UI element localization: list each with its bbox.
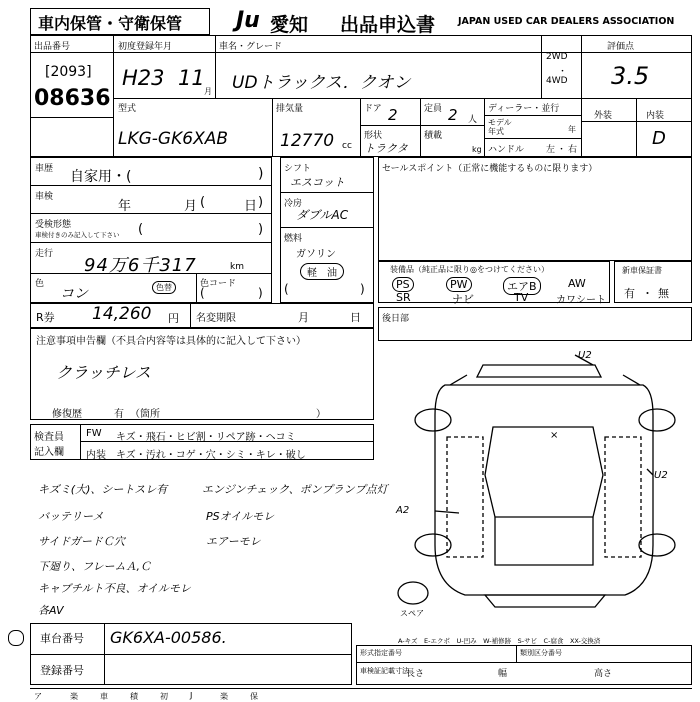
interior-label: 内装 [646, 111, 665, 121]
model-year-label2: 年式 [488, 127, 504, 136]
spare-label: スペア [400, 609, 424, 618]
diagram-body-outline [435, 385, 653, 595]
equip-sr: SR [396, 291, 411, 304]
fuel-label: 燃料 [284, 234, 303, 244]
equip-pw: PW [446, 277, 472, 292]
model-year-unit: 年 [568, 125, 576, 134]
equip-ps: PS [392, 277, 414, 292]
capacity-value: 2 [448, 106, 458, 124]
equip-tv: TV [514, 291, 529, 304]
doors-value: 2 [388, 106, 398, 124]
wheel-rear-left [415, 534, 451, 556]
exterior-label: 外装 [594, 111, 613, 121]
repair-value: 有 [114, 409, 124, 420]
notice-label: 注意事項申告欄（不具合内容等は具体的に記入して下さい） [36, 336, 306, 347]
inspector-fw-items: キズ・飛石・ヒビ割・リペア跡・ヘコミ [116, 432, 296, 443]
inspector-fw: FW [86, 428, 102, 439]
association-name: JAPAN USED CAR DEALERS ASSOCIATION [458, 16, 675, 27]
mileage-label: 走行 [35, 249, 54, 259]
length-label: 長さ [406, 669, 425, 679]
inspection-year: 年 [118, 199, 132, 214]
equip-kawa-seat: カワシート [556, 295, 606, 306]
remark-0: キズミ(大)、シートスレ有 [38, 483, 168, 496]
model-label: 型式 [118, 104, 137, 114]
inspection-label: 車検 [35, 192, 54, 202]
inspection-month: 月 [184, 199, 198, 214]
wheel-front-left [415, 409, 451, 431]
color-value: コン [60, 286, 88, 302]
model-value: LKG-GK6XAB [118, 129, 229, 149]
diagram-top-outline [477, 365, 601, 377]
color-code-label: 色コード [200, 279, 237, 289]
shift-label: シフト [284, 164, 312, 174]
fuel-light-oil: 軽 油 [300, 263, 344, 280]
first-reg-era-year: H23 [122, 66, 165, 90]
color-label: 色 [35, 279, 45, 289]
brand-name: 愛知 [270, 14, 309, 36]
lot-number: 08636 [34, 86, 111, 111]
class-label: 類別区分番号 [520, 649, 562, 657]
sheet-title: 出品申込書 [340, 14, 436, 36]
registration-label: 登録番号 [40, 664, 84, 677]
receipt-label: 受検形態 [35, 220, 72, 230]
grade-label: 評価点 [607, 42, 635, 52]
reg-cert-label: 車検証記載寸法 [360, 667, 409, 675]
mileage-unit: km [230, 262, 244, 272]
displacement-unit: cc [342, 141, 352, 151]
name-change-label: 名変期限 [196, 313, 236, 324]
equip-airbag: エアB [503, 277, 541, 295]
remark-8: 各AV [38, 604, 64, 617]
remark-1: エンジンチェック、ポンプランプ点灯 [202, 483, 388, 496]
drive-4wd: 4WD [546, 76, 568, 86]
punch-mark [8, 630, 24, 646]
ju-logo: Ju [236, 8, 260, 33]
first-reg-label: 初度登録年月 [118, 42, 173, 52]
history-value: 自家用・( [70, 169, 132, 185]
remark-2: バッテリーメ [38, 510, 104, 523]
inspection-day: 日 [244, 199, 258, 214]
width-label: 幅 [498, 669, 508, 679]
diagram-cab [485, 427, 603, 517]
fuel-gas: ガソリン [296, 249, 336, 260]
aircon-value: ダブルAC [296, 208, 349, 222]
displacement-label: 排気量 [276, 104, 304, 114]
footer-item-5: J [190, 691, 193, 700]
doors-label: ドア [364, 104, 382, 114]
shape-label: 形状 [364, 131, 383, 141]
wheel-front-right [639, 409, 675, 431]
grade-value: 3.5 [611, 62, 650, 90]
remark-6: 下廻り、フレームＡ,Ｃ [38, 560, 152, 573]
lot-code: [2093] [45, 64, 92, 80]
later-note-label: 後日部 [382, 314, 410, 324]
height-label: 高さ [594, 669, 613, 679]
chassis-label: 車台番号 [40, 632, 84, 645]
car-name-value: UDトラックス．クオン [232, 73, 411, 93]
car-name-label: 車名・グレード [219, 42, 283, 52]
warranty-label: 新車保証書 [622, 266, 662, 275]
footer-item-7: 保 [250, 692, 258, 701]
first-reg-month-unit: 月 [204, 87, 212, 96]
handle-right: 右 [568, 145, 578, 155]
damage-mark-right: U2 [654, 470, 668, 481]
remark-4: サイドガードＣ穴 [38, 535, 125, 548]
interior-value: D [652, 128, 666, 149]
aircon-label: 冷房 [284, 199, 303, 209]
name-change-month: 月 [298, 311, 309, 324]
repair-label: 修復歴 [52, 409, 82, 420]
inspector-interior-items: キズ・汚れ・コゲ・穴・シミ・キレ・破し [116, 450, 306, 461]
recycle-unit: 円 [168, 312, 179, 325]
footer-item-0: ア [34, 692, 42, 701]
handle-label: ハンドル [488, 145, 525, 155]
color-paint: 色替 [152, 281, 176, 294]
recycle-value: 14,260 [92, 304, 152, 324]
receipt-note: 車検付きのみ記入して下さい [35, 231, 120, 239]
svg-text:×: × [550, 430, 559, 441]
equip-navi: ナビ [452, 293, 474, 306]
equipment-label: 装備品（純正品に限り◎をつけてください） [390, 265, 549, 274]
chassis-value: GK6XA-00586. [110, 628, 227, 647]
warranty-yes: 有 [624, 287, 635, 300]
loading-unit: kg [472, 145, 482, 154]
footer-item-6: 楽 [220, 692, 228, 701]
dealer-label: ディーラー・並行 [488, 104, 560, 114]
wheel-rear-right [639, 534, 675, 556]
handle-left: 左 [546, 145, 556, 155]
remark-3: PSオイルモレ [206, 510, 275, 523]
shift-value: エスコット [290, 176, 345, 189]
inspector-interior: 内装 [86, 450, 106, 461]
vehicle-damage-diagram [395, 345, 695, 635]
remark-5: エアーモレ [206, 535, 261, 548]
storage-title: 車内保管・守衛保管 [38, 14, 183, 33]
remark-7: キャブチルト不良、オイルモレ [38, 582, 191, 595]
capacity-unit: 人 [468, 115, 478, 125]
lot-label: 出品番号 [34, 42, 71, 52]
damage-mark-left: A2 [396, 505, 410, 516]
drive-2wd: 2WD [546, 52, 568, 62]
model-year-label1: モデル [488, 118, 512, 127]
damage-legend: A-キズ E-エクボ U-凹み W-補修跡 S-サビ C-腐食 XX-交換済 [398, 637, 601, 645]
equip-aw: AW [568, 277, 586, 290]
name-change-day: 日 [350, 311, 361, 324]
shape-value: トラクタ [364, 142, 408, 155]
damage-mark-top: U2 [578, 350, 592, 361]
capacity-label: 定員 [424, 104, 443, 114]
footer-item-1: 楽 [70, 692, 78, 701]
displacement-value: 12770 [280, 131, 335, 151]
spare-tire [398, 582, 428, 604]
warranty-no: 無 [658, 287, 669, 300]
sales-point-label: セールスポイント（正常に機能するものに限ります） [382, 164, 598, 174]
mileage-value: 94万6千317 [84, 255, 197, 276]
inspector-label2: 記入欄 [34, 447, 64, 458]
footer-item-2: 車 [100, 692, 108, 701]
later-note-block [378, 307, 692, 341]
history-label: 車歴 [35, 164, 54, 174]
footer-item-3: 積 [130, 692, 138, 701]
footer-item-4: 初 [160, 692, 168, 701]
notice-value: クラッチレス [56, 363, 151, 382]
recycle-label: R券 [36, 311, 55, 324]
cert-label: 形式指定番号 [360, 649, 402, 657]
first-reg-month: 11 [178, 66, 205, 90]
inspector-label: 検査員 [34, 432, 64, 443]
loading-label: 積載 [424, 131, 443, 141]
